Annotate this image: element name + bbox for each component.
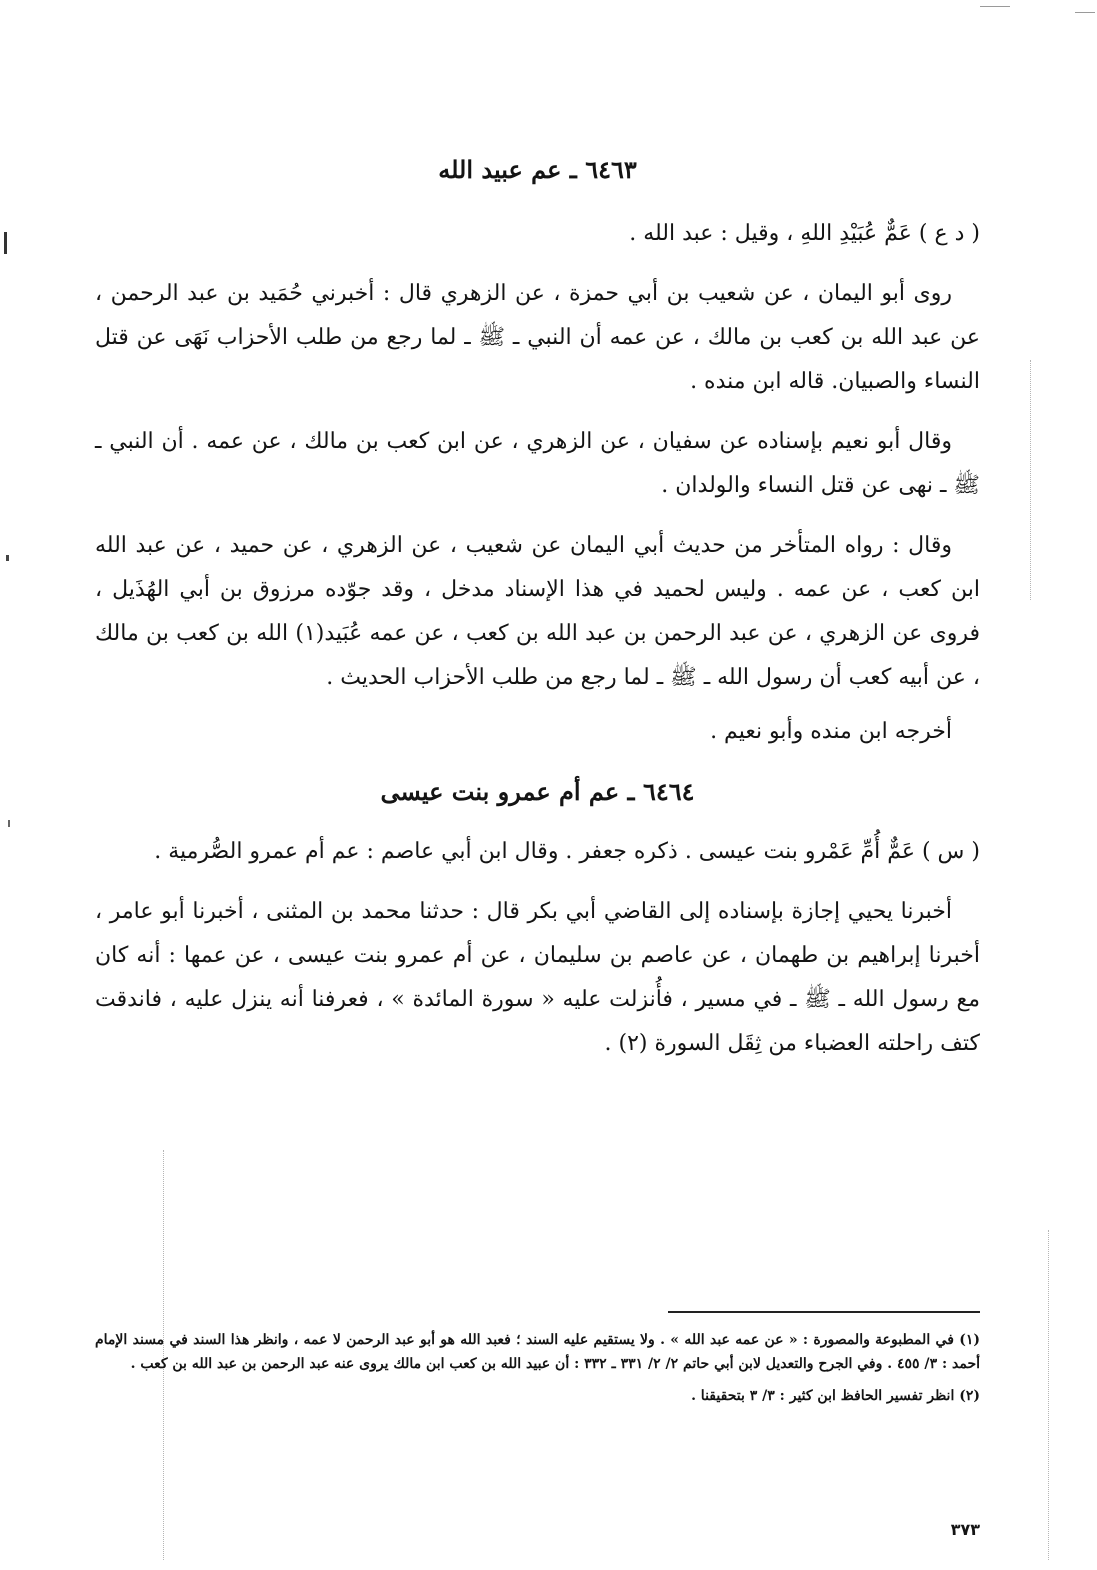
scan-edge-mark-top bbox=[980, 6, 1010, 7]
main-text bbox=[95, 150, 980, 1066]
scan-edge-mark-top-right bbox=[1075, 12, 1095, 13]
entry-6463-paragraph-3: وقال : رواه المتأخر من حديث أبي اليمان عن شعيب ، عن الزهري ، عن حميد ، عن عبد الله ابن كعب ، عن عمه . وليس لحميد في هذا الإسناد مدخل ، وقد جوّده مرزوق بن أبي الهُذَيل ، فروى عن الزهري ، عن عبد الرحمن بن عبد الله بن كعب ، عن عمه عُبَيد(١) الله بن كعب بن مالك ، عن أبيه كعب أن رسول الله ـ ﷺ ـ لما رجع من طلب الأحزاب الحديث . bbox=[95, 533, 981, 690]
scan-fold-line-right-2 bbox=[1048, 1230, 1049, 1560]
footnote-separator bbox=[668, 1311, 980, 1313]
scan-dot-left-2 bbox=[8, 820, 10, 827]
scan-fold-line-right bbox=[1030, 360, 1031, 600]
footnotes bbox=[95, 1328, 980, 1408]
footnote-2: (٢) انظر تفسير الحافظ ابن كثير : ٣/ ٣ بتحقيقنا . bbox=[691, 1388, 980, 1404]
entry-6463-paragraph-2: وقال أبو نعيم بإسناده عن سفيان ، عن الزهري ، عن ابن كعب بن مالك ، عن عمه . أن النبي ـ ﷺ ـ نهى عن قتل النساء والولدان . bbox=[95, 429, 980, 498]
scan-edge-mark-left bbox=[4, 232, 7, 254]
entry-6464-paragraph-1: أخبرنا يحيي إجازة بإسناده إلى القاضي أبي بكر قال : حدثنا محمد بن المثنى ، أخبرنا أبو عامر ، أخبرنا إبراهيم بن طهمان ، عن عاصم بن سليمان ، عن أم عمرو بنت عيسى ، عن عمها : أنه كان مع رسول الله ـ ﷺ ـ في مسير ، فأُنزلت عليه « سورة المائدة » ، فعرفنا أنه ينزل عليه ، فاندقت كتف راحلته العضباء من ثِقَل السورة (٢) . bbox=[95, 899, 980, 1056]
entry-6463-paragraph-1: روى أبو اليمان ، عن شعيب بن أبي حمزة ، عن الزهري قال : أخبرني حُمَيد بن عبد الرحمن ، عن عبد الله بن كعب بن مالك ، عن عمه أن النبي ـ ﷺ ـ لما رجع من طلب الأحزاب نَهَى عن قتل النساء والصبيان. قاله ابن منده . bbox=[95, 281, 980, 394]
footnote-1: (١) في المطبوعة والمصورة : « عن عمه عبد الله » . ولا يستقيم عليه السند ؛ فعبد الله هو أبو عبد الرحمن لا عمه ، وانظر هذا السند في مسند الإمام أحمد : ٣/ ٤٥٥ . وفي الجرح والتعديل لابن أبي حاتم ٢/ ٢/ ٣٣١ ـ ٣٣٢ : أن عبيد الله بن كعب ابن مالك يروى عنه عبد الرحمن بن عبد الله بن كعب . bbox=[95, 1332, 980, 1372]
entry-6464-intro: ( س ) عَمٌّ أُمِّ عَمْرو بنت عيسى . ذكره جعفر . وقال ابن أبي عاصم : عم أم عمرو الصُّرمية . bbox=[154, 839, 980, 864]
entry-6463-intro: ( د ع ) عَمٌّ عُبَيْدِ اللهِ ، وقيل : عبد الله . bbox=[629, 221, 980, 246]
entry-6463-paragraph-4: أخرجه ابن منده وأبو نعيم . bbox=[710, 719, 952, 744]
entry-title-6463: ٦٤٦٣ ـ عم عبيد الله bbox=[438, 155, 637, 184]
scan-dot-left bbox=[6, 555, 9, 561]
page-number: ٣٧٣ bbox=[950, 1520, 980, 1539]
entry-title-6464: ٦٤٦٤ ـ عم أم عمرو بنت عيسى bbox=[380, 777, 695, 806]
